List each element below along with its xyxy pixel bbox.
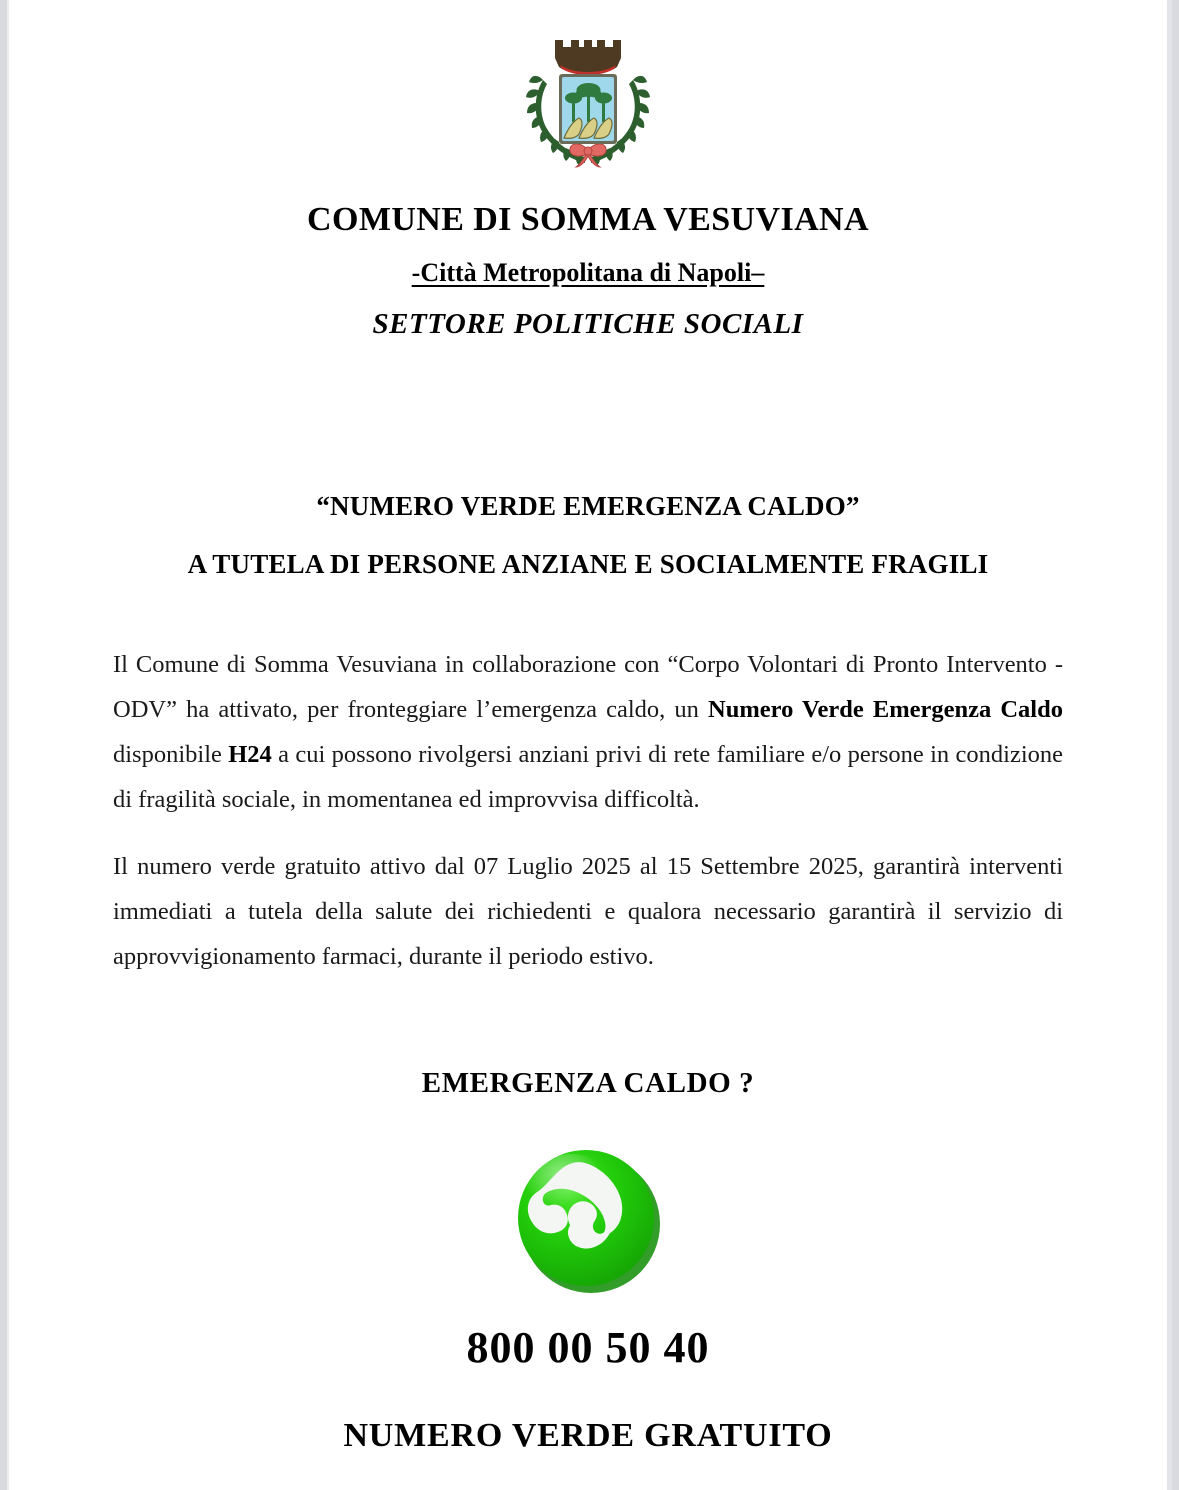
paragraph-1-text-a: Il Comune di Somma Vesuviana in collaborazione con “Corpo Volontari di Pronto Intervento -ODV” ha attivato, per fronteggiare l’emergenza caldo, un xyxy=(113,651,1063,724)
phone-handset-icon[interactable] xyxy=(513,1144,663,1296)
crest-container xyxy=(9,0,1167,175)
organization-name: COMUNE DI SOMMA VESUVIANA xyxy=(307,201,869,238)
toll-free-label: NUMERO VERDE GRATUITO xyxy=(343,1417,833,1455)
headline-line-1: “NUMERO VERDE EMERGENZA CALDO” xyxy=(316,491,860,522)
toll-free-number[interactable]: 800 00 50 40 xyxy=(466,1323,710,1373)
organization-department: SETTORE POLITICHE SOCIALI xyxy=(372,308,804,341)
document-page xyxy=(9,0,1167,1490)
organization-subtitle: -Città Metropolitana di Napoli– xyxy=(411,258,765,288)
paragraph-1-text-b: disponibile xyxy=(113,741,229,769)
paragraph-1-bold-service: Numero Verde Emergenza Caldo xyxy=(708,696,1063,724)
phone-badge-container xyxy=(9,1144,1167,1300)
call-to-action xyxy=(9,1067,1167,1455)
paragraph-1 xyxy=(113,642,1063,822)
emergency-question: EMERGENZA CALDO ? xyxy=(421,1067,755,1100)
headline-line-2: A TUTELA DI PERSONE ANZIANE E SOCIALMENTE FRAGILI xyxy=(187,549,989,580)
paragraph-2: Il numero verde gratuito attivo dal 07 Luglio 2025 al 15 Settembre 2025, garantirà interventi immediati a tutela della salute dei richiedenti e qualora necessario garantirà il servizio di approvvigionamento farmaci, durante il periodo estivo. xyxy=(113,853,1063,971)
body-copy xyxy=(113,580,1063,979)
coat-of-arms-icon xyxy=(513,22,663,170)
paragraph-1-bold-hours: H24 xyxy=(228,741,272,769)
headline-block xyxy=(9,491,1167,580)
paragraph-1-text-c: a cui possono rivolgersi anziani privi di rete familiare e/o persone in condizione di fragilità sociale, in momentanea ed improvvisa difficoltà. xyxy=(113,741,1064,814)
document-header xyxy=(9,201,1167,341)
